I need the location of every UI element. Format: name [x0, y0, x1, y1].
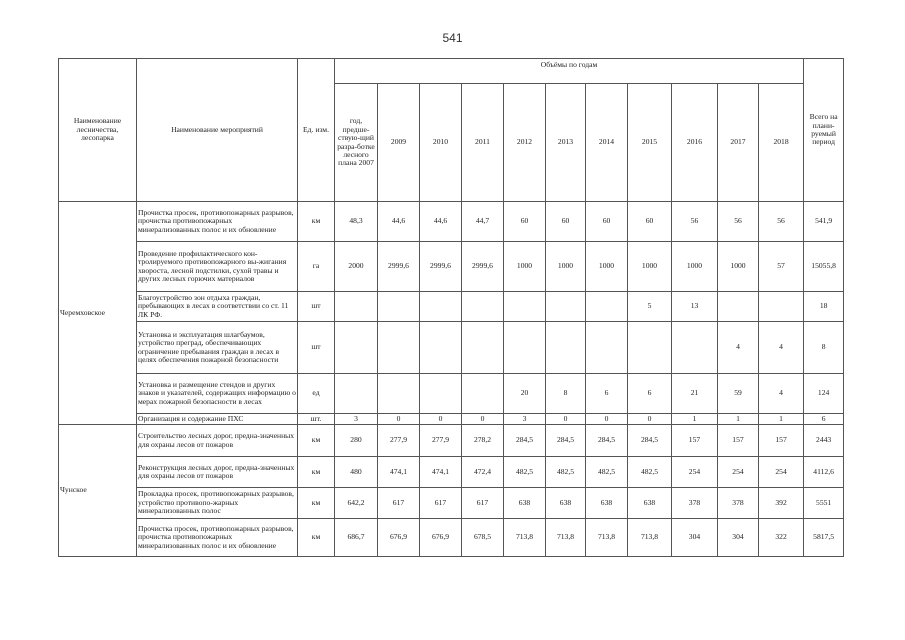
year-value — [718, 292, 759, 322]
year-value — [546, 322, 586, 374]
year-value: 6 — [628, 374, 672, 414]
year-value: 378 — [718, 488, 759, 519]
year-value: 284,5 — [586, 425, 628, 457]
year-value: 3 — [504, 414, 546, 425]
year-value: 304 — [718, 519, 759, 557]
year-value: 2999,6 — [420, 242, 462, 292]
prev-year-value: 48,3 — [335, 202, 378, 242]
year-value — [378, 292, 420, 322]
year-value: 278,2 — [462, 425, 504, 457]
year-value — [420, 322, 462, 374]
table-body — [59, 202, 844, 557]
header-year: 2011 — [462, 84, 504, 202]
year-value: 4 — [759, 374, 804, 414]
year-value: 59 — [718, 374, 759, 414]
header-year: 2018 — [759, 84, 804, 202]
measure-name: Установка и эксплуатация шлагбаумов, устройство преград, обеспечивающих ограничение пребывания граждан в лесах в целях обеспечения пожарной безопасности — [137, 322, 298, 374]
year-value: 617 — [420, 488, 462, 519]
year-value: 56 — [672, 202, 718, 242]
year-value: 4 — [759, 322, 804, 374]
page-number: 541 — [442, 31, 463, 45]
prev-year-value — [335, 322, 378, 374]
header-year: 2009 — [378, 84, 420, 202]
total-value: 18 — [804, 292, 844, 322]
year-value — [586, 322, 628, 374]
year-value: 617 — [378, 488, 420, 519]
prev-year-value: 2000 — [335, 242, 378, 292]
year-value: 474,1 — [420, 457, 462, 488]
year-value: 392 — [759, 488, 804, 519]
unit-cell: км — [298, 425, 335, 457]
year-value — [378, 374, 420, 414]
table-row — [59, 374, 844, 414]
year-value: 284,5 — [628, 425, 672, 457]
header-year: 2016 — [672, 84, 718, 202]
header-year: 2012 — [504, 84, 546, 202]
table-row — [59, 457, 844, 488]
year-value: 482,5 — [586, 457, 628, 488]
table-row — [59, 488, 844, 519]
year-value: 2999,6 — [378, 242, 420, 292]
year-value — [586, 292, 628, 322]
year-value: 322 — [759, 519, 804, 557]
year-value: 713,8 — [628, 519, 672, 557]
year-value: 21 — [672, 374, 718, 414]
total-value: 2443 — [804, 425, 844, 457]
year-value: 13 — [672, 292, 718, 322]
table-row — [59, 292, 844, 322]
year-value: 20 — [504, 374, 546, 414]
table-row — [59, 519, 844, 557]
header-measure: Наименование мероприятий — [137, 59, 298, 202]
year-value — [504, 292, 546, 322]
unit-cell: шт — [298, 292, 335, 322]
total-value: 8 — [804, 322, 844, 374]
year-value: 56 — [759, 202, 804, 242]
total-value: 541,9 — [804, 202, 844, 242]
prev-year-value: 642,2 — [335, 488, 378, 519]
unit-cell: км — [298, 457, 335, 488]
year-value: 0 — [546, 414, 586, 425]
year-value: 1000 — [586, 242, 628, 292]
header-unit: Ед. изм. — [298, 59, 335, 202]
year-value: 713,8 — [586, 519, 628, 557]
total-value: 5817,5 — [804, 519, 844, 557]
year-value: 284,5 — [546, 425, 586, 457]
year-value: 60 — [504, 202, 546, 242]
year-value: 44,6 — [420, 202, 462, 242]
table-header-row — [59, 59, 844, 84]
year-value — [759, 292, 804, 322]
year-value: 617 — [462, 488, 504, 519]
year-value — [420, 374, 462, 414]
year-value: 5 — [628, 292, 672, 322]
year-value: 1000 — [628, 242, 672, 292]
prev-year-value — [335, 292, 378, 322]
year-value: 44,7 — [462, 202, 504, 242]
header-year: 2014 — [586, 84, 628, 202]
year-value: 676,9 — [378, 519, 420, 557]
measure-name: Строительство лесных дорог, предна-значенных для охраны лесов от пожаров — [137, 425, 298, 457]
year-value — [628, 322, 672, 374]
table-row — [59, 322, 844, 374]
total-value: 15055,8 — [804, 242, 844, 292]
header-volumes-by-year: Объёмы по годам — [335, 59, 804, 84]
year-value: 638 — [504, 488, 546, 519]
unit-cell: га — [298, 242, 335, 292]
year-value: 713,8 — [546, 519, 586, 557]
year-value: 1000 — [718, 242, 759, 292]
total-value: 6 — [804, 414, 844, 425]
prev-year-value: 686,7 — [335, 519, 378, 557]
year-value: 4 — [718, 322, 759, 374]
year-value: 1000 — [546, 242, 586, 292]
year-value — [462, 292, 504, 322]
header-year: 2013 — [546, 84, 586, 202]
year-value: 1 — [759, 414, 804, 425]
year-value: 60 — [628, 202, 672, 242]
year-value — [546, 292, 586, 322]
year-value: 284,5 — [504, 425, 546, 457]
year-value: 0 — [462, 414, 504, 425]
year-value: 482,5 — [628, 457, 672, 488]
year-value: 2999,6 — [462, 242, 504, 292]
year-value: 254 — [672, 457, 718, 488]
year-value: 1000 — [672, 242, 718, 292]
year-value: 56 — [718, 202, 759, 242]
measure-name: Организация и содержание ПХС — [137, 414, 298, 425]
year-value: 713,8 — [504, 519, 546, 557]
year-value: 277,9 — [420, 425, 462, 457]
measure-name: Прочистка просек, противопожарных разрывов, прочистка противопожарных минерализованных полос и их обновление — [137, 519, 298, 557]
total-value: 5551 — [804, 488, 844, 519]
forestry-name: Чунское — [59, 425, 137, 557]
header-total: Всего на плани-руемый период — [804, 59, 844, 202]
unit-cell: км — [298, 519, 335, 557]
year-value: 0 — [378, 414, 420, 425]
year-value — [420, 292, 462, 322]
table-row — [59, 202, 844, 242]
year-value: 638 — [586, 488, 628, 519]
prev-year-value: 480 — [335, 457, 378, 488]
year-value: 157 — [672, 425, 718, 457]
year-value: 57 — [759, 242, 804, 292]
year-value: 8 — [546, 374, 586, 414]
prev-year-value: 280 — [335, 425, 378, 457]
prev-year-value: 3 — [335, 414, 378, 425]
year-value: 44,6 — [378, 202, 420, 242]
year-value: 1 — [672, 414, 718, 425]
table-row — [59, 414, 844, 425]
year-value: 482,5 — [546, 457, 586, 488]
measure-name: Прокладка просек, противопожарных разрывов, устройство противопо-жарных минерализованных полос — [137, 488, 298, 519]
table-row — [59, 242, 844, 292]
table-row — [59, 425, 844, 457]
year-value: 304 — [672, 519, 718, 557]
year-value: 472,4 — [462, 457, 504, 488]
year-value: 0 — [586, 414, 628, 425]
header-year: 2010 — [420, 84, 462, 202]
forestry-name: Черемховское — [59, 202, 137, 425]
year-value: 157 — [759, 425, 804, 457]
year-value: 254 — [759, 457, 804, 488]
unit-cell: шт — [298, 322, 335, 374]
year-value: 1000 — [504, 242, 546, 292]
year-value: 277,9 — [378, 425, 420, 457]
year-value — [672, 322, 718, 374]
year-value: 254 — [718, 457, 759, 488]
header-year: 2015 — [628, 84, 672, 202]
header-prev-year: год, предше-ствую-щий разра-ботке лесного плана 2007 — [335, 84, 378, 202]
unit-cell: км — [298, 488, 335, 519]
year-value — [462, 322, 504, 374]
measure-name: Реконструкция лесных дорог, предна-значенных для охраны лесов от пожаров — [137, 457, 298, 488]
year-value: 638 — [628, 488, 672, 519]
unit-cell: шт. — [298, 414, 335, 425]
year-value: 1 — [718, 414, 759, 425]
year-value: 157 — [718, 425, 759, 457]
total-value: 124 — [804, 374, 844, 414]
year-value: 0 — [628, 414, 672, 425]
forest-fire-measures-table — [58, 58, 844, 557]
year-value — [504, 322, 546, 374]
year-value: 0 — [420, 414, 462, 425]
year-value: 678,5 — [462, 519, 504, 557]
year-value: 60 — [546, 202, 586, 242]
year-value — [462, 374, 504, 414]
prev-year-value — [335, 374, 378, 414]
unit-cell: ед — [298, 374, 335, 414]
year-value: 60 — [586, 202, 628, 242]
header-year: 2017 — [718, 84, 759, 202]
total-value: 4112,6 — [804, 457, 844, 488]
year-value: 638 — [546, 488, 586, 519]
measure-name: Благоустройство зон отдыха граждан, пребывающих в лесах в соответствии со ст. 11 ЛК РФ. — [137, 292, 298, 322]
year-value: 474,1 — [378, 457, 420, 488]
header-forestry: Наименование лесничества, лесопарка — [59, 59, 137, 202]
year-value: 6 — [586, 374, 628, 414]
year-value: 676,9 — [420, 519, 462, 557]
year-value — [378, 322, 420, 374]
unit-cell: км — [298, 202, 335, 242]
measure-name: Прочистка просек, противопожарных разрывов, прочистка противопожарных минерализованных полос и их обновление — [137, 202, 298, 242]
measure-name: Проведение профилактического кон-тролируемого противопожарного вы-жигания хвороста, лесной подстилки, сухой травы и других лесных горючих материалов — [137, 242, 298, 292]
measure-name: Установка и размещение стендов и других знаков и указателей, содержащих информацию о мерах пожарной безопасности в лесах — [137, 374, 298, 414]
year-value: 378 — [672, 488, 718, 519]
year-value: 482,5 — [504, 457, 546, 488]
